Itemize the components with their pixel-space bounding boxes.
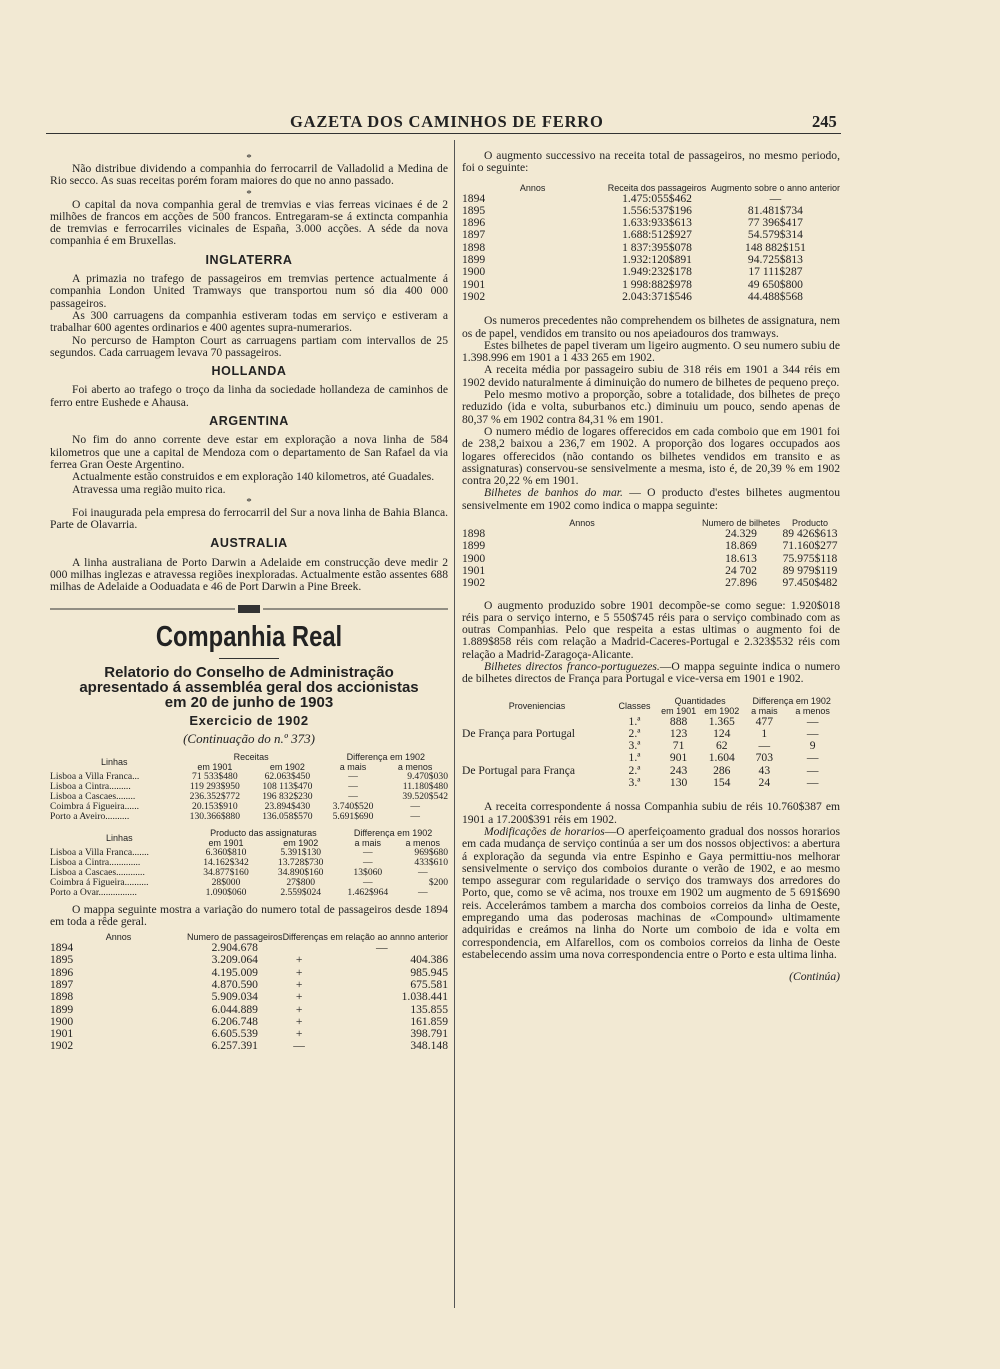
table-cell: — bbox=[806, 714, 819, 728]
receitas-table bbox=[50, 752, 448, 822]
table-cell: 1900 bbox=[462, 265, 486, 279]
table-cell: $200 bbox=[428, 876, 448, 888]
table-cell: 43 bbox=[758, 763, 771, 777]
table-header: a mais bbox=[751, 705, 778, 716]
table-cell: 4.195.009 bbox=[211, 965, 258, 979]
table-cell: — bbox=[363, 846, 373, 858]
table-header: Annos bbox=[569, 518, 595, 529]
table-cell: 1.633:933$613 bbox=[622, 216, 692, 230]
table-cell: 28$000 bbox=[211, 876, 241, 888]
table-cell: 1898 bbox=[50, 990, 74, 1004]
table-header: em 1902 bbox=[269, 761, 305, 772]
table-cell: 130.366$880 bbox=[189, 810, 241, 822]
table-cell: 18.869 bbox=[725, 539, 757, 553]
table-header: Receitas bbox=[233, 751, 269, 762]
table-header: a mais bbox=[354, 837, 382, 848]
table-cell: 1899 bbox=[462, 253, 486, 267]
table-row bbox=[50, 858, 448, 868]
table-cell: 6.206.748 bbox=[211, 1014, 258, 1028]
table-header: Numero de passageiros bbox=[187, 932, 283, 943]
table-cell: + bbox=[295, 1027, 303, 1041]
table-cell: — bbox=[417, 886, 428, 898]
paragraph: No percurso de Hampton Court as carruagens partiam com intervallos de 25 segundos. Cada carruagem levava 70 passageiros. bbox=[50, 333, 448, 359]
table-cell: 901 bbox=[669, 751, 688, 765]
section-heading-australia: AUSTRALIA bbox=[210, 536, 288, 551]
table-cell: 6.360$810 bbox=[205, 846, 247, 858]
table-cell: 75.975$118 bbox=[782, 551, 838, 565]
table-cell: 1.688:512$927 bbox=[622, 228, 692, 242]
table-row bbox=[462, 577, 840, 589]
table-header: em 1901 bbox=[208, 837, 244, 848]
table-cell: Lisboa a Cascaes............ bbox=[50, 866, 145, 878]
paragraph: O numero médio de logares offerecidos em cada comboio que em 1901 foi de 238,2 baixou a 236,7 em 1902. A proporção dos logares occupados aos logares offerecidos (não contando os bilhetes vendidos em transito e as assignaturas) conservou-se sensivelmente a mesma, isto é, de 20,39 % em 1902 contra 20,22 % em 1901. bbox=[462, 424, 840, 488]
table-header: em 1902 bbox=[283, 837, 319, 848]
table-cell: 404.386 bbox=[410, 953, 448, 967]
paragraph: Estes bilhetes de papel tiveram um ligeiro augmento. O seu numero subiu de 1.398.996 em 1901 a 1 433 265 em 1902. bbox=[462, 338, 840, 365]
table-cell: — bbox=[410, 810, 420, 822]
table-cell: + bbox=[295, 1014, 303, 1028]
asterism: * bbox=[246, 152, 252, 164]
continuation-note: (Continuação do n.º 373) bbox=[183, 731, 315, 747]
table-row bbox=[462, 266, 840, 278]
table-cell: 243 bbox=[669, 763, 688, 777]
report-title-line2: apresentado á assembléa geral dos accionistas bbox=[79, 678, 419, 696]
ornament-divider bbox=[50, 604, 448, 617]
table-row bbox=[462, 540, 840, 552]
table-header: Differenças em relação ao annno anterior bbox=[282, 932, 448, 943]
paragraph-lead: Bilhetes de banhos do mar. bbox=[484, 486, 623, 500]
table-header: Annos bbox=[105, 932, 132, 943]
paragraph: A linha australiana de Porto Darwin a Adelaide em construcção deve medir 2 000 milhas inglezas e atravessa regiões inexploradas. Actualmente estão assentes 688 milhas de Adelaide a Ooduadata e 46 de Port Darwin a Pine Breek. bbox=[50, 555, 448, 594]
table-header: em 1901 bbox=[197, 761, 233, 772]
table-row bbox=[50, 848, 448, 858]
table-cell: 6.257.391 bbox=[211, 1039, 258, 1053]
right-column bbox=[462, 150, 840, 984]
table-header: Producto das assignaturas bbox=[210, 827, 317, 838]
table-cell: 2.904.678 bbox=[211, 941, 258, 955]
table-header: a mais bbox=[339, 761, 367, 772]
table-cell: 89 426$613 bbox=[782, 527, 838, 541]
page-number: 245 bbox=[812, 112, 837, 131]
table-cell: Porto a Aveiro.......... bbox=[50, 810, 130, 822]
paragraph: As 300 carruagens da companhia estiveram todas em serviço e estiveram a trabalhar 600 agentes ordinarios e 400 agentes supra-numerarios. bbox=[50, 308, 448, 335]
table-cell: 24.329 bbox=[725, 527, 757, 541]
table-cell: 3.ª bbox=[628, 739, 641, 753]
table-header: a menos bbox=[405, 837, 441, 848]
table-cell: 44.488$568 bbox=[747, 289, 803, 303]
report-title-line1: Relatorio do Conselho de Administração bbox=[104, 663, 394, 681]
table-row bbox=[50, 772, 448, 782]
table-row bbox=[50, 782, 448, 792]
table-cell: 888 bbox=[669, 714, 688, 728]
table-cell: 2.043:371$546 bbox=[622, 289, 692, 303]
paragraph: O capital da nova companhia geral de tremvias e vias ferreas vicinaes é de 2 milhões de francos em acções de 500 francos. Entregaram-se á extincta companhia de tremvias e ferrocarriles vicinales de España, 3.000 acções. A séde da nova companhia é em Bruxellas. bbox=[50, 197, 448, 248]
table-cell: — bbox=[348, 770, 358, 782]
table-cell: 3.740$520 bbox=[332, 800, 374, 812]
table-header: Receita dos passageiros bbox=[607, 182, 707, 193]
table-cell: 9 bbox=[809, 739, 816, 753]
table-cell: 1902 bbox=[50, 1039, 74, 1053]
table-cell: 20.153$910 bbox=[192, 800, 238, 812]
table-cell: 5.391$130 bbox=[280, 846, 322, 858]
table-cell: Porto a Ovar................ bbox=[50, 886, 137, 898]
table-cell: 71 bbox=[672, 739, 685, 753]
table-header: em 1901 bbox=[661, 705, 697, 716]
table-cell: + bbox=[295, 977, 303, 991]
table-cell: 49 650$800 bbox=[747, 277, 803, 291]
table-cell: — bbox=[293, 1039, 305, 1053]
table-cell: 1.556:537$196 bbox=[622, 203, 692, 217]
table-cell: 13.728$730 bbox=[277, 856, 324, 868]
table-cell: 1894 bbox=[462, 191, 486, 205]
paragraph: A primazia no trafego de passageiros em tremvias pertence actualmente á companhia London United Tramways que transportou num só dia 400 000 passageiros. bbox=[50, 272, 448, 310]
table-header: em 1902 bbox=[704, 705, 740, 716]
table-header: Augmento sobre o anno anterior bbox=[710, 182, 840, 193]
paragraph: O augmento produzido sobre 1901 decompõe-se como segue: 1.920$018 réis para o serviço interno, e 5 550$745 réis para o serviço combinado com as outras Companhias. Pelo que respeita a estas ultimas o augmento foi de 1.889$858 réis com relação a Madrid-Caceres-Portugal e 2.323$532 réis com relação a Madrid-Zaragoça-Alicante. bbox=[462, 598, 840, 661]
table-cell: 1896 bbox=[50, 965, 74, 979]
table-header: Differença em 1902 bbox=[346, 751, 426, 762]
table-cell: 1895 bbox=[50, 953, 74, 967]
paragraph-body: —O aperfeiçoamento gradual dos nossos horarios em cada mudança de serviço continúa a ser um dos nossos objectivos: a abertura á exploração da segunda via entre Espinho e Gaya permittiu-nos melhorar sensivelmente o serviço dos comboios durante o verão de 1902, e ao mesmo tempo assegurar com regularidade o serviço dos tramways dos arredores do Porto, que, como se vê acima, nos trouxe em 1902 um augmento de 5 691$690 reis. Accelerámos tambem a marcha dos comboios correios da linha de Oeste, empregando uma das poderosas machinas de «Compound» ultimamente adquiridas e creámos na linha do Norte um comboio de ida e volta em correspondencia, em Alfarellos, com os comboios correios da linha de Oeste estabelecendo assim uma nova correspondencia entre o Porto e esta ultima linha. bbox=[462, 824, 840, 961]
table-header: Classes bbox=[618, 700, 651, 711]
table-cell: 196 832$230 bbox=[262, 790, 313, 802]
table-cell: Lisboa a Villa Franca....... bbox=[50, 846, 149, 858]
table-cell: — bbox=[806, 763, 819, 777]
table-cell: 77 396$417 bbox=[747, 216, 803, 230]
section-heading-hollanda: HOLLANDA bbox=[211, 364, 287, 379]
table-cell: 703 bbox=[755, 751, 774, 765]
table-cell: 81.481$734 bbox=[747, 203, 803, 217]
left-column bbox=[50, 152, 448, 1053]
table-cell: 1901 bbox=[462, 563, 486, 577]
table-header: Proveniencias bbox=[508, 700, 566, 711]
table-header: Annos bbox=[519, 182, 546, 193]
table-cell: 2.ª bbox=[628, 763, 641, 777]
table-cell: 1897 bbox=[462, 228, 486, 242]
table-cell: 1.ª bbox=[628, 714, 641, 728]
paragraph: Foi aberto ao trafego o troço da linha da sociedade hollandeza de caminhos de ferro entre Eushede e Ahausa. bbox=[50, 383, 448, 409]
table-cell: + bbox=[295, 1002, 303, 1016]
table-cell: 433$610 bbox=[414, 856, 448, 868]
table-row bbox=[462, 752, 840, 764]
table-row bbox=[462, 716, 840, 728]
section-heading-argentina: ARGENTINA bbox=[209, 414, 289, 429]
table-cell: 62.063$450 bbox=[264, 770, 311, 782]
table-row bbox=[50, 868, 448, 878]
table-cell: 13$060 bbox=[353, 866, 383, 878]
table-cell: 119 293$950 bbox=[189, 780, 240, 792]
header-rule bbox=[46, 133, 841, 134]
table-cell: 97.450$482 bbox=[782, 576, 838, 590]
section-heading-inglaterra: INGLATERRA bbox=[205, 252, 293, 267]
bilhetes-banhos-table bbox=[462, 518, 840, 589]
table-cell: 1899 bbox=[50, 1002, 74, 1016]
table-cell: 1.932:120$891 bbox=[622, 253, 692, 267]
table-header: Quantidades bbox=[674, 695, 726, 706]
table-cell: 11.180$480 bbox=[402, 780, 448, 792]
table-cell: 108 113$470 bbox=[262, 780, 313, 792]
table-cell: 236.352$772 bbox=[189, 790, 241, 802]
table-cell: Coimbra á Figueira...... bbox=[50, 800, 139, 812]
table-cell: De Portugal para França bbox=[462, 763, 575, 777]
paragraph: Atravessa uma região muito rica. bbox=[72, 482, 226, 496]
table-cell: 1898 bbox=[462, 240, 486, 254]
table-cell: Coimbra á Figueira.......... bbox=[50, 876, 149, 888]
table-cell: 6.044.889 bbox=[211, 1002, 258, 1016]
passageiros-table bbox=[50, 932, 448, 1053]
paragraph: O mappa seguinte mostra a variação do numero total de passageiros desde 1894 em toda a rêde geral. bbox=[50, 902, 448, 928]
table-cell: 148 882$151 bbox=[745, 240, 806, 254]
table-cell: 1 998:882$978 bbox=[622, 277, 692, 291]
table-cell: 136.058$570 bbox=[262, 810, 313, 822]
table-cell: 6.605.539 bbox=[211, 1027, 258, 1041]
table-cell: Lisboa a Cascaes........ bbox=[50, 790, 136, 802]
table-cell: 23.894$430 bbox=[264, 800, 311, 812]
table-cell: 1 837:395$078 bbox=[622, 240, 692, 254]
table-cell: — bbox=[769, 191, 782, 205]
paragraph-body: — O producto d'estes bilhetes augmentou sensivelmente em 1902 como indica o mappa seguinte: bbox=[462, 486, 840, 512]
table-cell: — bbox=[348, 780, 358, 792]
table-cell: 477 bbox=[755, 714, 774, 728]
exercicio-heading: Exercicio de 1902 bbox=[189, 712, 309, 728]
table-cell: 348.148 bbox=[410, 1039, 448, 1053]
table-row bbox=[50, 802, 448, 812]
title-rule bbox=[219, 658, 279, 659]
table-cell: 1.604 bbox=[708, 751, 735, 765]
table-cell: 1.462$964 bbox=[347, 886, 389, 898]
table-cell: 286 bbox=[713, 763, 731, 777]
table-header: a menos bbox=[397, 761, 433, 772]
table-cell: 17 111$287 bbox=[748, 265, 803, 279]
table-cell: 1.475:055$462 bbox=[622, 191, 692, 205]
table-row bbox=[50, 812, 448, 822]
table-cell: 89 979$119 bbox=[782, 563, 838, 577]
report-title-line3: em 20 de junho de 1903 bbox=[164, 693, 334, 711]
paragraph: A receita média por passageiro subiu de 318 réis em 1901 a 344 réis em 1902 devido naturalmente á diminuição do numero de bilhetes de pequeno preço. bbox=[462, 363, 840, 389]
table-cell: 1896 bbox=[462, 216, 486, 230]
table-row bbox=[50, 792, 448, 802]
table-cell: + bbox=[295, 990, 303, 1004]
table-cell: 398.791 bbox=[410, 1027, 448, 1041]
table-cell: — bbox=[806, 726, 819, 740]
table-cell: 124 bbox=[713, 726, 731, 740]
table-cell: 94.725$813 bbox=[747, 253, 803, 267]
table-cell: 34.890$160 bbox=[277, 866, 324, 878]
table-cell: 1.ª bbox=[628, 751, 641, 765]
table-cell: 9.470$030 bbox=[407, 770, 448, 782]
table-cell: 1.090$060 bbox=[205, 886, 247, 898]
table-cell: 1897 bbox=[50, 977, 74, 991]
table-cell: — bbox=[376, 941, 388, 955]
table-header: a menos bbox=[795, 705, 830, 716]
table-cell: 24 702 bbox=[725, 563, 757, 577]
table-cell: 4.870.590 bbox=[211, 977, 258, 991]
table-cell: 969$680 bbox=[414, 846, 448, 858]
table-cell: — bbox=[758, 739, 771, 753]
table-cell: 1901 bbox=[462, 277, 486, 291]
assignaturas-table bbox=[50, 828, 448, 898]
table-header: Linhas bbox=[101, 756, 128, 767]
table-cell: — bbox=[417, 866, 428, 878]
table-cell: 71 533$480 bbox=[192, 770, 238, 782]
paragraph-body: —O mappa seguinte indica o numero de bilhetes directos de França para Portugal e vice-versa em 1901 e 1902. bbox=[462, 659, 840, 686]
asterism: * bbox=[246, 495, 252, 508]
table-cell: — bbox=[806, 776, 819, 790]
table-row bbox=[462, 291, 840, 303]
table-cell: 1895 bbox=[462, 203, 486, 217]
table-cell: 1.365 bbox=[708, 714, 735, 728]
table-cell: 1900 bbox=[50, 1014, 74, 1028]
table-cell: Lisboa a Cintra............. bbox=[50, 856, 141, 868]
table-row bbox=[462, 229, 840, 241]
table-row bbox=[50, 888, 448, 898]
table-cell: 1 bbox=[761, 726, 768, 740]
paragraph: Pelo mesmo motivo a proporção, sobre a totalidade, dos bilhetes de preço reduzido (ida e volta, suburbanos etc.) diminuiu um pouco, sendo apenas de 80,37 % em 1902 contra 84,31 % em 1901. bbox=[462, 388, 840, 426]
table-cell: + bbox=[295, 953, 303, 967]
table-cell: 62 bbox=[715, 739, 728, 753]
table-cell: 3.209.064 bbox=[211, 953, 258, 967]
table-cell: — bbox=[363, 876, 373, 888]
table-cell: 27$800 bbox=[286, 876, 316, 888]
table-cell: 1902 bbox=[462, 289, 486, 303]
table-cell: 2.559$024 bbox=[280, 886, 322, 898]
table-cell: — bbox=[806, 751, 819, 765]
table-cell: Lisboa a Villa Franca... bbox=[50, 770, 140, 782]
table-header: Linhas bbox=[106, 832, 133, 843]
paragraph: Não distribue dividendo a companhia do ferrocarril de Valladolid a Medina de Rio secco. As suas receitas porém foram maiores do que no anno passado. bbox=[50, 162, 448, 188]
table-cell: 1894 bbox=[50, 941, 74, 955]
table-row bbox=[50, 1040, 448, 1052]
masthead-title: GAZETA DOS CAMINHOS DE FERRO bbox=[290, 112, 604, 131]
table-row bbox=[50, 954, 448, 966]
table-header: Differença em 1902 bbox=[752, 695, 831, 706]
table-cell: 2.ª bbox=[628, 726, 641, 740]
table-cell: 5.691$690 bbox=[332, 810, 374, 822]
paragraph: O augmento successivo na receita total de passageiros, no mesmo periodo, foi o seguinte: bbox=[462, 149, 840, 175]
table-cell: 14.162$342 bbox=[203, 856, 249, 868]
table-header: Differença em 1902 bbox=[353, 827, 433, 838]
table-header: Numero de bilhetes bbox=[702, 518, 781, 529]
table-cell: 71.160$277 bbox=[782, 539, 838, 553]
table-cell: De França para Portugal bbox=[462, 726, 575, 740]
table-cell: 161.859 bbox=[410, 1014, 448, 1028]
ornament-rule bbox=[50, 604, 448, 614]
paragraph bbox=[462, 487, 840, 512]
table-cell: 135.855 bbox=[410, 1002, 448, 1016]
paragraph: Os numeros precedentes não comprehendem os bilhetes de assignatura, nem os de papel, vendidos em transito ou nos apeiadouros dos tramways. bbox=[462, 314, 840, 340]
paragraph-lead: Bilhetes directos franco-portuguezes. bbox=[484, 659, 660, 673]
table-cell: + bbox=[295, 965, 303, 979]
continua-note: (Continúa) bbox=[789, 970, 840, 984]
table-cell: 1902 bbox=[462, 576, 486, 590]
receita-passageiros-table bbox=[462, 183, 840, 304]
table-cell: 1901 bbox=[50, 1027, 74, 1041]
paragraph: A receita correspondente á nossa Companhia subiu de réis 10.760$387 em 1901 a 17.200$391 réis em 1902. bbox=[462, 800, 840, 826]
table-cell: 985.945 bbox=[410, 965, 448, 979]
table-cell: 1898 bbox=[462, 527, 486, 541]
table-cell: 34.877$160 bbox=[203, 866, 249, 878]
table-cell: Lisboa a Cintra......... bbox=[50, 780, 131, 792]
table-cell: — bbox=[363, 856, 373, 868]
table-cell: 1.038.441 bbox=[401, 990, 448, 1004]
bilhetes-directos-table bbox=[462, 696, 840, 790]
table-cell: 123 bbox=[669, 726, 688, 740]
paragraph: No fim do anno corrente deve estar em exploração a nova linha de 584 kilometros que une a capital de Mendoza com o departamento de San Rafael da via ferrea Gran Oeste Argentino. bbox=[50, 433, 448, 471]
table-header: Producto bbox=[792, 518, 829, 529]
table-cell: — bbox=[410, 800, 420, 812]
table-cell: 18.613 bbox=[725, 551, 757, 565]
paragraph bbox=[462, 826, 840, 961]
table-row bbox=[50, 991, 448, 1003]
table-cell: 1.949:232$178 bbox=[622, 265, 692, 279]
companhia-real-title: Companhia Real bbox=[155, 620, 343, 653]
asterism: * bbox=[246, 187, 252, 200]
table-cell: — bbox=[348, 790, 358, 802]
table-cell: 24 bbox=[758, 776, 771, 790]
column-divider bbox=[454, 140, 455, 1308]
table-cell: 130 bbox=[669, 776, 688, 790]
table-cell: 675.581 bbox=[410, 977, 448, 991]
table-cell: 154 bbox=[713, 776, 731, 790]
table-cell: 1900 bbox=[462, 551, 486, 565]
table-cell: 39.520$542 bbox=[402, 790, 448, 802]
table-row bbox=[50, 878, 448, 888]
table-cell: 1899 bbox=[462, 539, 486, 553]
paragraph: Actualmente estão construidos e em exploração 140 kilometros, até Guadales. bbox=[72, 470, 435, 484]
table-cell: 27.896 bbox=[725, 576, 757, 590]
table-cell: 54.579$314 bbox=[747, 228, 803, 242]
paragraph-lead: Modificações de horarios bbox=[484, 824, 605, 838]
table-cell: 3.ª bbox=[628, 776, 641, 790]
paragraph: Foi inaugurada pela empresa do ferrocarril del Sur a nova linha de Bahia Blanca. Parte de Olavarria. bbox=[50, 505, 448, 532]
table-cell: 5.909.034 bbox=[211, 990, 258, 1004]
paragraph bbox=[462, 661, 840, 686]
